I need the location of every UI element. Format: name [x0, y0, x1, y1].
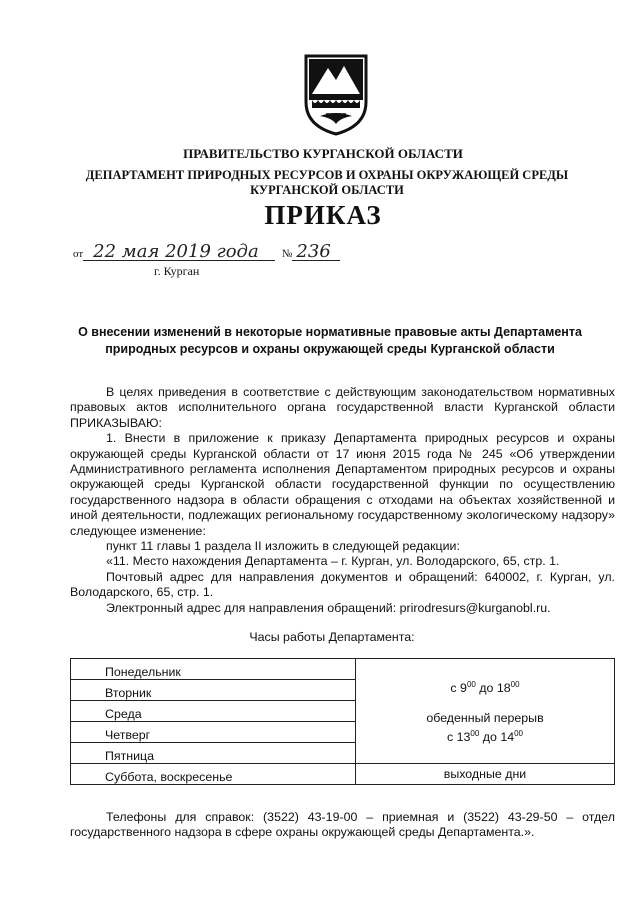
table-row [71, 659, 615, 680]
body-paragraph-email: Электронный адрес для направления обращений: prirodresurs@kurganobl.ru. [106, 600, 551, 615]
weekend-value-cell: выходные дни [356, 764, 615, 785]
number-label: № [281, 248, 293, 260]
working-hours-cell [356, 659, 615, 764]
body-paragraph-amendment: пункт 11 главы 1 раздела II изложить в следующей редакции: [106, 539, 460, 554]
date-prefix: от [73, 248, 84, 260]
body-paragraph-preamble: В целях приведения в соответствие с действующим законодательством нормативных правовых актов исполнительного органа государственной власти Курганской области ПРИКАЗЫВАЮ: [70, 385, 615, 430]
government-title: ПРАВИТЕЛЬСТВО КУРГАНСКОЙ ОБЛАСТИ [183, 146, 463, 161]
department-title-line1: ДЕПАРТАМЕНТ ПРИРОДНЫХ РЕСУРСОВ И ОХРАНЫ ОКРУЖАЮЩЕЙ СРЕДЫ [85, 168, 569, 182]
table-row [71, 764, 615, 785]
day-cell: Вторник [71, 680, 356, 701]
day-cell: Пятница [71, 743, 356, 764]
working-hours-text: с $9^{00}$ до $18^{00}$ [450, 680, 520, 696]
body-paragraph-postal-address: Почтовый адрес для направления документов и обращений: 640002, г. Курган, ул. Володарского, 65, стр. 1. [70, 569, 615, 600]
handwritten-date: 22 мая 2019 года [83, 244, 275, 261]
order-body [70, 385, 615, 616]
coat-of-arms-emblem [300, 52, 372, 136]
order-subject: О внесении изменений в некоторые нормативные правовые акты Департамента природных ресурсов и охраны окружающей среды Курганской области [78, 325, 582, 356]
day-cell: Четверг [71, 722, 356, 743]
handwritten-number: 236 [292, 244, 340, 261]
phones-paragraph: Телефоны для справок: (3522) 43-19-00 – приемная и (3522) 43-29-50 – отдел государственного надзора в сфере охраны окружающей среды Департамента.». [70, 810, 615, 840]
schedule-caption: Часы работы Департамента: [249, 630, 415, 644]
order-date-line [73, 241, 340, 262]
lunch-hours-text: с $13^{00}$ до $14^{00}$ [446, 728, 524, 744]
day-cell: Среда [71, 701, 356, 722]
body-paragraph-item-1: 1. Внести в приложение к приказу Департамента природных ресурсов и охраны окружающей среды Курганской области от 17 июня 2015 года № 245 «Об утверждении Административного регламента исполнения Департаментом природных ресурсов и охраны окружающей среды Курганской области государственной функции по осуществлению государственного надзора в области обращения с отходами на объектах хозяйственной и иной деятельности, подлежащих региональному государственному экологическому надзору» следующее изменение: [70, 431, 615, 538]
document-type-title: ПРИКАЗ [264, 200, 382, 230]
city-label: г. Курган [154, 264, 200, 278]
day-cell: Понедельник [71, 659, 356, 680]
weekend-day-cell: Суббота, воскресенье [71, 764, 356, 785]
phones-block [70, 810, 615, 841]
department-title-line2: КУРГАНСКОЙ ОБЛАСТИ [250, 183, 404, 197]
body-paragraph-location: «11. Место нахождения Департамента – г. Курган, ул. Володарского, 65, стр. 1. [106, 554, 560, 569]
schedule-table [70, 658, 615, 785]
lunch-label: обеденный перерыв [426, 710, 544, 725]
department-title [10, 168, 634, 198]
